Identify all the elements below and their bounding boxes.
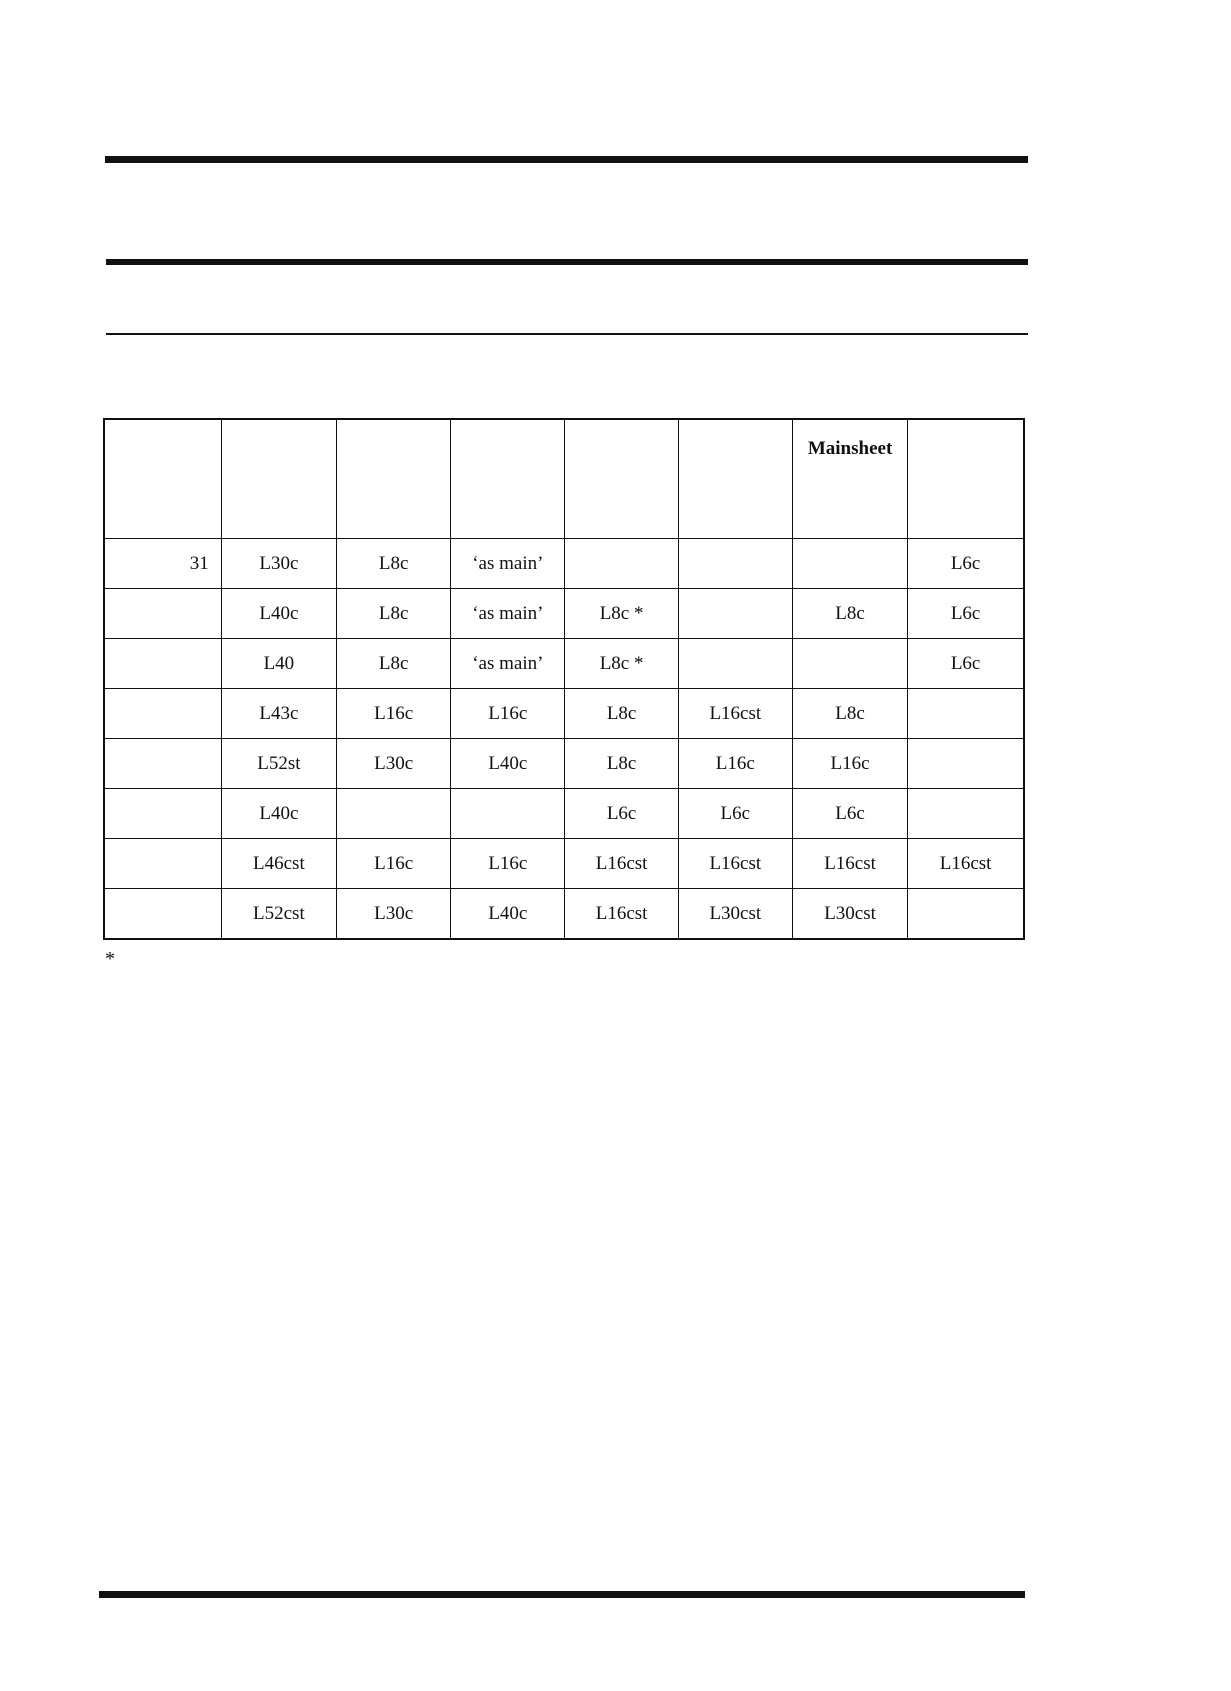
table-cell: L16cst [678, 839, 792, 889]
table-cell [337, 789, 451, 839]
table-cell [908, 789, 1024, 839]
table-cell [908, 889, 1024, 940]
table-row [104, 689, 1024, 739]
table-cell: L16cst [678, 689, 792, 739]
table-cell: L30cst [678, 889, 792, 940]
table-cell [678, 589, 792, 639]
table-cell [451, 789, 565, 839]
table-row [104, 739, 1024, 789]
table-cell: L16c [337, 839, 451, 889]
table-cell: L30c [337, 889, 451, 940]
table-cell [104, 889, 221, 940]
header-cell [104, 419, 221, 539]
table-cell: L6c [908, 539, 1024, 589]
table-row [104, 789, 1024, 839]
header-cell [451, 419, 565, 539]
header-cell [678, 419, 792, 539]
table-cell: ‘as main’ [451, 639, 565, 689]
table-cell: 31 [104, 539, 221, 589]
table-cell [104, 639, 221, 689]
table-cell [678, 639, 792, 689]
table-cell: L40c [451, 739, 565, 789]
table-cell: L16cst [565, 889, 678, 940]
table-row [104, 839, 1024, 889]
table-cell: L30cst [792, 889, 907, 940]
table-cell: L40c [221, 589, 336, 639]
table-cell: L16c [451, 689, 565, 739]
table-row [104, 639, 1024, 689]
table-cell [104, 789, 221, 839]
table-cell: L52cst [221, 889, 336, 940]
table-cell: L16cst [908, 839, 1024, 889]
table-cell: L40c [451, 889, 565, 940]
table-cell: ‘as main’ [451, 539, 565, 589]
table-row [104, 889, 1024, 940]
table-cell: L40c [221, 789, 336, 839]
header-cell [221, 419, 336, 539]
table-cell: ‘as main’ [451, 589, 565, 639]
table-cell: L8c [337, 539, 451, 589]
table-cell: L8c [337, 639, 451, 689]
header-cell-mainsheet: Mainsheet [792, 419, 907, 539]
table-cell: L16cst [792, 839, 907, 889]
table-cell: L16c [337, 689, 451, 739]
table-cell: L16cst [565, 839, 678, 889]
table-cell: L6c [565, 789, 678, 839]
table-cell: L30c [337, 739, 451, 789]
table-cell [908, 689, 1024, 739]
middle-thick-rule [106, 259, 1028, 265]
table-cell: L52st [221, 739, 336, 789]
table-cell: L30c [221, 539, 336, 589]
table-cell [792, 639, 907, 689]
table-cell: L8c [565, 689, 678, 739]
table-cell: L43c [221, 689, 336, 739]
table-cell: L16c [792, 739, 907, 789]
table-cell [104, 689, 221, 739]
thin-rule [106, 333, 1028, 335]
table-cell [565, 539, 678, 589]
rope-specification-table [103, 418, 1025, 940]
table-cell: L6c [678, 789, 792, 839]
header-cell [337, 419, 451, 539]
table-row [104, 589, 1024, 639]
table-cell: L8c [337, 589, 451, 639]
table-cell: L16c [451, 839, 565, 889]
table-cell: L6c [792, 789, 907, 839]
table-cell: L8c * [565, 639, 678, 689]
table-cell: L8c * [565, 589, 678, 639]
bottom-thick-rule [99, 1591, 1025, 1598]
footnote-mark: * [105, 948, 115, 970]
table-row [104, 539, 1024, 589]
table-cell [104, 739, 221, 789]
table-cell: L6c [908, 589, 1024, 639]
table-cell: L40 [221, 639, 336, 689]
table-cell [104, 839, 221, 889]
table-cell: L8c [565, 739, 678, 789]
table-cell [678, 539, 792, 589]
table-cell [104, 589, 221, 639]
header-cell [565, 419, 678, 539]
table-cell: L46cst [221, 839, 336, 889]
table-cell: L8c [792, 689, 907, 739]
header-cell [908, 419, 1024, 539]
table-cell: L6c [908, 639, 1024, 689]
table-cell [792, 539, 907, 589]
top-thick-rule [105, 156, 1028, 163]
table-header-row [104, 419, 1024, 539]
table-cell: L8c [792, 589, 907, 639]
table-cell: L16c [678, 739, 792, 789]
table-cell [908, 739, 1024, 789]
